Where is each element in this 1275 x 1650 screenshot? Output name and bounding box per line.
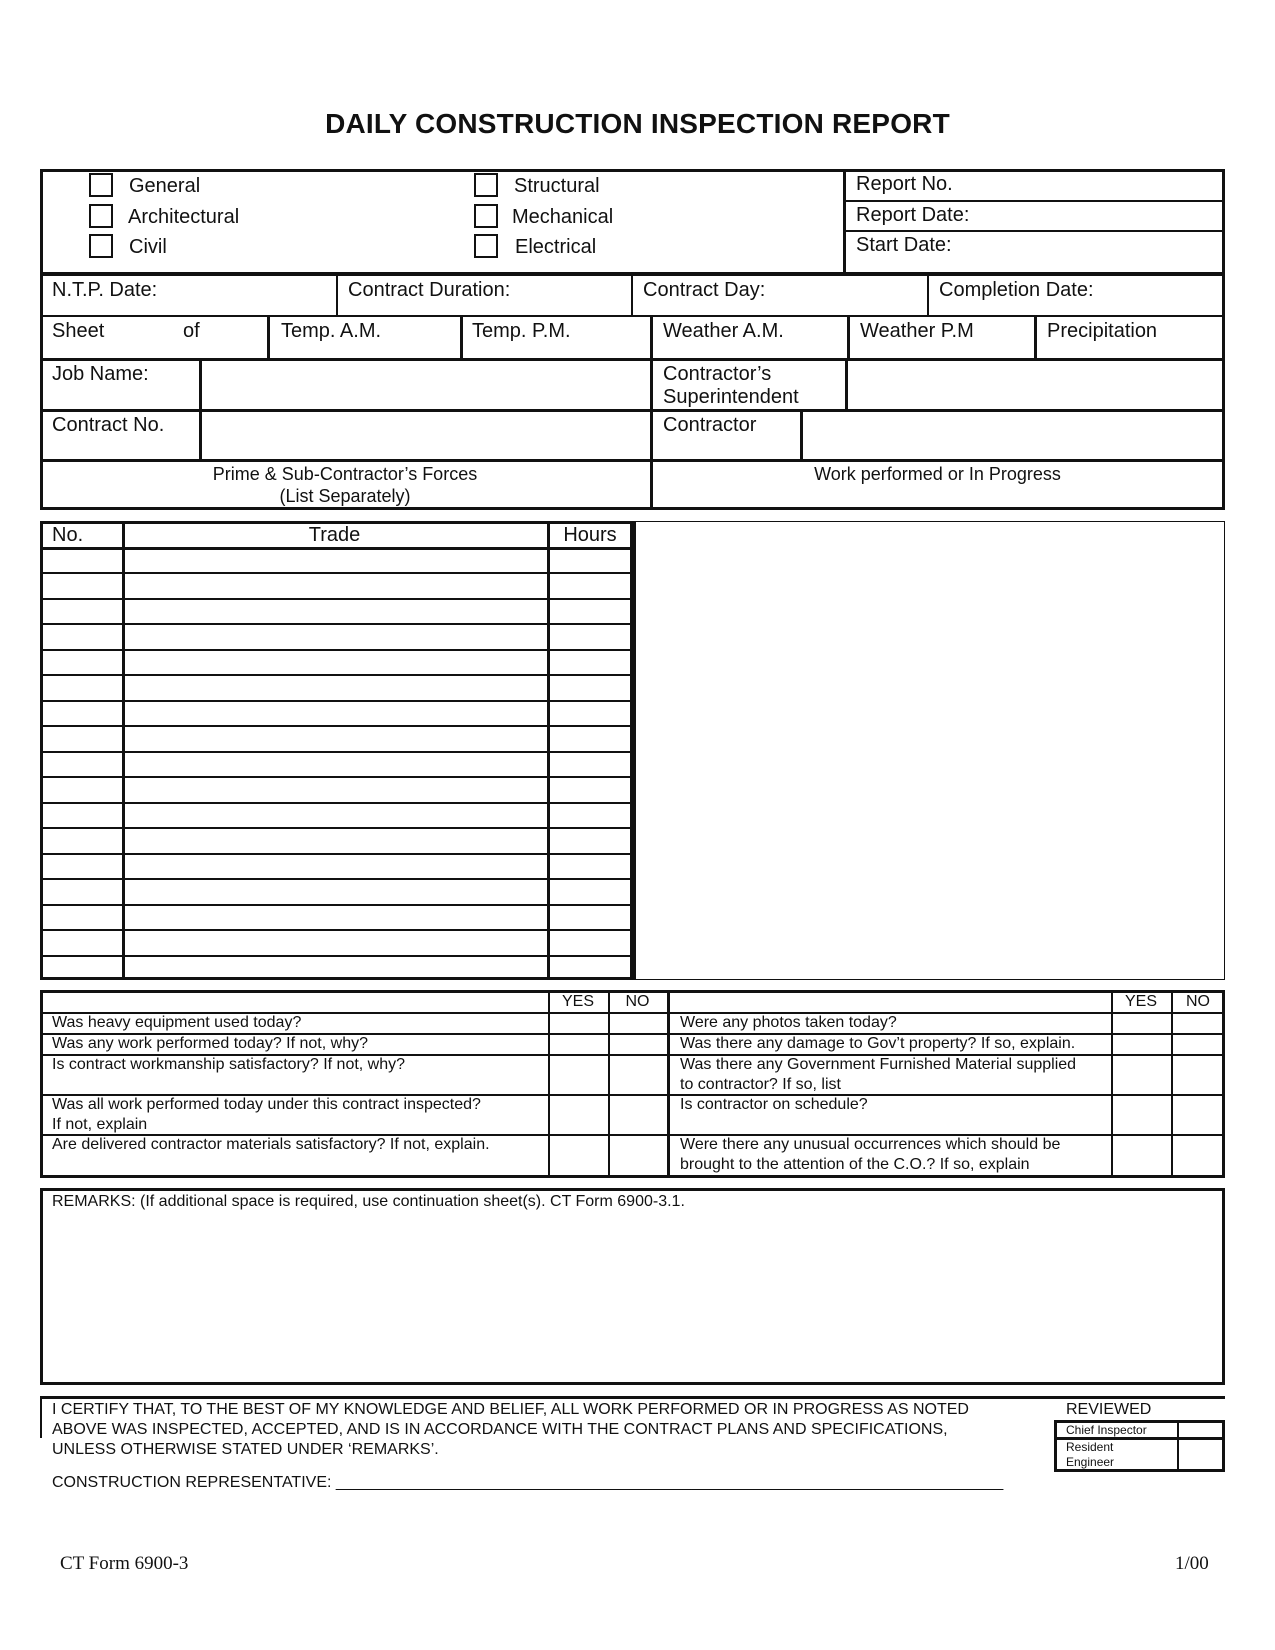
col-no-header: No. xyxy=(52,524,84,546)
divider xyxy=(1111,990,1113,1178)
forces-row-line xyxy=(40,802,633,804)
form-number: CT Form 6900-3 xyxy=(60,1553,189,1574)
reviewed-heading: REVIEWED xyxy=(1066,1401,1152,1418)
divider xyxy=(40,1396,1225,1399)
mechanical-checkbox[interactable] xyxy=(474,204,498,228)
forces-row-line xyxy=(40,700,633,702)
forces-row-line xyxy=(40,751,633,753)
forces-row-line xyxy=(40,827,633,829)
no-header-right: NO xyxy=(1186,993,1210,1010)
superintendent-label-1: Contractor’s xyxy=(663,363,772,385)
divider xyxy=(650,315,653,358)
civil-label: Civil xyxy=(129,236,167,258)
certify-line-1: I CERTIFY THAT, TO THE BEST OF MY KNOWLEDGE AND BELIEF, ALL WORK PERFORMED OR IN PROGRESS AS NOTED xyxy=(52,1401,969,1418)
divider xyxy=(548,990,550,1178)
chief-inspector-label: Chief Inspector xyxy=(1066,1423,1147,1437)
contract-day-label: Contract Day: xyxy=(643,279,766,301)
superintendent-label-2: Superintendent xyxy=(663,386,799,408)
divider xyxy=(843,200,1225,202)
divider xyxy=(40,409,1225,412)
contract-no-label: Contract No. xyxy=(52,414,165,436)
structural-checkbox[interactable] xyxy=(474,173,498,197)
divider xyxy=(1171,990,1173,1178)
divider xyxy=(608,990,610,1178)
col-trade-header: Trade xyxy=(308,524,361,546)
question-left-5: Are delivered contractor materials satisfactory? If not, explain. xyxy=(52,1136,490,1153)
divider xyxy=(40,358,1225,361)
forces-row-line xyxy=(40,649,633,651)
divider xyxy=(927,273,929,315)
divider xyxy=(460,315,463,358)
ntp-date-label: N.T.P. Date: xyxy=(52,279,158,301)
temp-pm-label: Temp. P.M. xyxy=(472,320,571,342)
question-right-3b: to contractor? If so, list xyxy=(680,1076,841,1093)
form-date: 1/00 xyxy=(1175,1553,1209,1574)
certify-line-3: UNLESS OTHERWISE STATED UNDER ‘REMARKS’. xyxy=(52,1441,439,1458)
question-right-1: Were any photos taken today? xyxy=(680,1014,897,1031)
col-hours-header: Hours xyxy=(563,524,617,546)
divider xyxy=(40,459,1225,462)
forces-row-line xyxy=(40,853,633,855)
remarks-label: REMARKS: (If additional space is required, use continuation sheet(s). CT Form 6900-3.1. xyxy=(52,1193,685,1210)
general-checkbox[interactable] xyxy=(89,173,113,197)
forces-heading-1: Prime & Sub-Contractor’s Forces xyxy=(212,464,478,484)
forces-row-line xyxy=(40,674,633,676)
electrical-label: Electrical xyxy=(515,236,597,258)
resident-engineer-label-2: Engineer xyxy=(1066,1455,1115,1469)
divider xyxy=(667,990,670,1178)
civil-checkbox[interactable] xyxy=(89,234,113,258)
question-right-5b: brought to the attention of the C.O.? If so, explain xyxy=(680,1156,1030,1173)
general-label: General xyxy=(129,175,201,197)
structural-label: Structural xyxy=(514,175,600,197)
divider xyxy=(40,1396,42,1438)
question-left-1: Was heavy equipment used today? xyxy=(52,1014,302,1031)
remarks-box[interactable] xyxy=(40,1188,1225,1385)
question-left-4b: If not, explain xyxy=(52,1116,148,1133)
temp-am-label: Temp. A.M. xyxy=(281,320,382,342)
resident-engineer-initials[interactable] xyxy=(1179,1440,1222,1469)
of-label: of xyxy=(183,320,200,342)
forces-row-line xyxy=(40,623,633,625)
divider xyxy=(267,315,270,358)
divider xyxy=(40,547,633,550)
mechanical-label: Mechanical xyxy=(512,206,614,228)
work-area[interactable] xyxy=(633,521,1225,980)
forces-row-line xyxy=(40,598,633,600)
report-no-label: Report No. xyxy=(856,173,953,195)
page-title: DAILY CONSTRUCTION INSPECTION REPORT xyxy=(325,108,950,139)
divider xyxy=(336,273,338,315)
question-right-4: Is contractor on schedule? xyxy=(680,1096,868,1113)
divider xyxy=(650,358,653,510)
forces-row-line xyxy=(40,929,633,931)
weather-pm-label: Weather P.M xyxy=(860,320,974,342)
divider xyxy=(40,315,1225,317)
architectural-checkbox[interactable] xyxy=(89,204,113,228)
divider xyxy=(845,358,848,409)
contract-duration-label: Contract Duration: xyxy=(348,279,511,301)
divider xyxy=(631,273,633,315)
forces-row-line xyxy=(40,878,633,880)
question-left-4a: Was all work performed today under this contract inspected? xyxy=(52,1096,481,1113)
question-left-3: Is contract workmanship satisfactory? If not, why? xyxy=(52,1056,406,1073)
question-left-2: Was any work performed today? If not, why? xyxy=(52,1035,368,1052)
architectural-label: Architectural xyxy=(128,206,240,228)
resident-engineer-label-1: Resident xyxy=(1066,1440,1114,1454)
construction-representative[interactable]: CONSTRUCTION REPRESENTATIVE: ___________________________________________________________________________ xyxy=(52,1474,1004,1491)
report-date-label: Report Date: xyxy=(856,204,970,226)
divider xyxy=(847,315,850,358)
forces-row-line xyxy=(40,572,633,574)
completion-date-label: Completion Date: xyxy=(939,279,1094,301)
divider xyxy=(843,230,1225,232)
certify-line-2: ABOVE WAS INSPECTED, ACCEPTED, AND IS IN ACCORDANCE WITH THE CONTRACT PLANS AND SPECIFICATIONS, xyxy=(52,1421,948,1438)
job-name-label: Job Name: xyxy=(52,363,149,385)
precipitation-label: Precipitation xyxy=(1047,320,1158,342)
electrical-checkbox[interactable] xyxy=(474,234,498,258)
forces-row-line xyxy=(40,725,633,727)
question-right-2: Was there any damage to Gov’t property? If so, explain. xyxy=(680,1035,1076,1052)
sheet-label: Sheet xyxy=(52,320,105,342)
divider xyxy=(800,409,803,459)
contractor-label: Contractor xyxy=(663,414,757,436)
forces-row-line xyxy=(40,904,633,906)
work-heading: Work performed or In Progress xyxy=(814,464,1061,484)
yes-header-left: YES xyxy=(561,993,594,1010)
chief-inspector-initials[interactable] xyxy=(1179,1423,1222,1437)
question-right-5a: Were there any unusual occurrences which should be xyxy=(680,1136,1061,1153)
forces-row-line xyxy=(40,955,633,957)
weather-am-label: Weather A.M. xyxy=(663,320,784,342)
no-header-left: NO xyxy=(625,993,650,1010)
divider xyxy=(843,169,846,275)
yes-header-right: YES xyxy=(1124,993,1157,1010)
forces-row-line xyxy=(40,776,633,778)
question-right-3a: Was there any Government Furnished Material supplied xyxy=(680,1056,1077,1073)
divider xyxy=(199,358,202,459)
start-date-label: Start Date: xyxy=(856,234,952,256)
forces-heading-2: (List Separately) xyxy=(279,486,411,506)
divider xyxy=(1034,315,1037,358)
